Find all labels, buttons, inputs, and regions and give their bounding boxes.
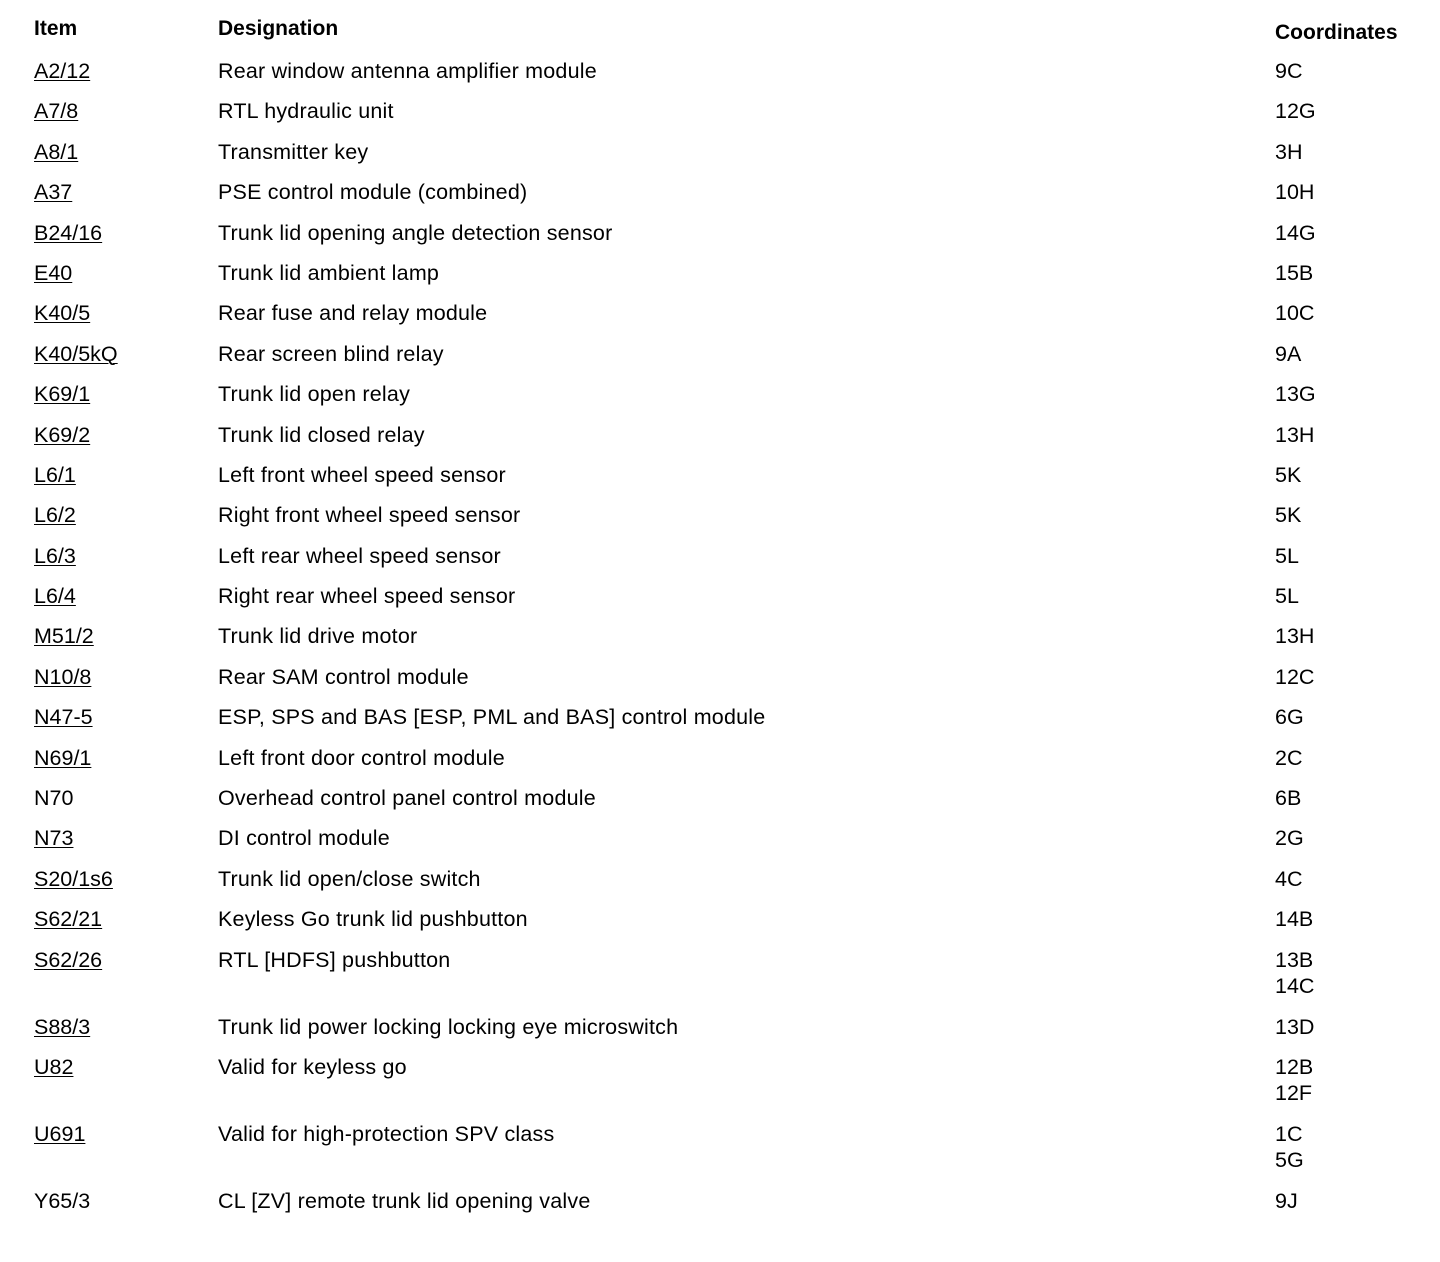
coordinate-value: 9C [1275, 59, 1303, 83]
coordinate-value: 14B [1275, 907, 1314, 932]
coordinate-value: 2C [1275, 745, 1303, 770]
coordinates-cell [1275, 1054, 1313, 1106]
table-row [34, 422, 1414, 462]
coordinate-value: 12C [1275, 664, 1315, 689]
coordinates-cell [1275, 785, 1301, 811]
coordinate-value: 5K [1275, 462, 1302, 487]
table-row [34, 745, 1414, 785]
table-row [34, 1054, 1414, 1121]
table-row [34, 502, 1414, 542]
designation-cell: PSE control module (combined) [218, 180, 528, 205]
coordinate-value: 13D [1275, 1014, 1315, 1039]
table-row [34, 1014, 1414, 1054]
header-item: Item [34, 17, 78, 40]
coordinate-value: 13B [1275, 947, 1314, 972]
coordinate-value: 6B [1275, 786, 1302, 811]
coordinate-value: 14G [1275, 220, 1316, 245]
coordinates-cell [1275, 704, 1304, 730]
item-link[interactable]: M51/2 [34, 624, 94, 649]
table-row [34, 381, 1414, 421]
coordinates-cell [1275, 1014, 1314, 1040]
designation-cell: Trunk lid ambient lamp [218, 260, 440, 285]
item-link[interactable]: U82 [34, 1054, 74, 1079]
coordinates-cell [1275, 341, 1301, 367]
designation-cell: Right front wheel speed sensor [218, 503, 521, 528]
designation-cell: RTL [HDFS] pushbutton [218, 947, 451, 972]
coordinates-cell [1275, 664, 1314, 690]
table-row [34, 825, 1414, 865]
table-row [34, 260, 1414, 300]
coordinates-cell [1275, 825, 1304, 851]
table-row [34, 300, 1414, 340]
designation-cell: Left rear wheel speed sensor [218, 543, 501, 568]
designation-cell: Rear fuse and relay module [218, 301, 488, 326]
item-code: Y65/3 [34, 1188, 91, 1213]
item-link[interactable]: A2/12 [34, 59, 91, 83]
coordinate-value: 12F [1275, 1080, 1313, 1105]
coordinate-value: 14C [1275, 973, 1315, 998]
item-link[interactable]: K40/5kQ [34, 341, 118, 366]
coordinates-cell [1275, 1188, 1298, 1214]
table-row [34, 704, 1414, 744]
header-designation: Designation [218, 17, 339, 40]
item-link[interactable]: N73 [34, 826, 74, 851]
designation-cell: Trunk lid opening angle detection sensor [218, 220, 613, 245]
table-row [34, 462, 1414, 502]
item-link[interactable]: A8/1 [34, 139, 79, 164]
coordinate-value: 10C [1275, 301, 1315, 326]
coordinates-cell [1275, 1121, 1304, 1173]
table-header [34, 17, 1414, 58]
item-link[interactable]: A7/8 [34, 99, 79, 124]
item-link[interactable]: L6/3 [34, 543, 76, 568]
item-link[interactable]: U691 [34, 1121, 86, 1146]
coordinate-value: 3H [1275, 139, 1303, 164]
coordinates-cell [1275, 462, 1301, 488]
table-row [34, 58, 1414, 98]
coordinate-value: 2G [1275, 826, 1304, 851]
item-link[interactable]: S62/21 [34, 907, 103, 932]
coordinates-cell [1275, 58, 1302, 84]
coordinates-cell [1275, 906, 1313, 932]
designation-cell: Trunk lid open/close switch [218, 866, 481, 891]
item-link[interactable]: L6/4 [34, 584, 76, 609]
item-link[interactable]: B24/16 [34, 220, 103, 245]
item-link[interactable]: K69/1 [34, 382, 91, 407]
designation-cell: Left front wheel speed sensor [218, 462, 506, 487]
coordinate-value: 9J [1275, 1188, 1298, 1213]
header-coordinates: Coordinates [1275, 21, 1398, 44]
table-row [34, 139, 1414, 179]
designation-cell: DI control module [218, 826, 390, 851]
item-link[interactable]: S20/1s6 [34, 866, 113, 891]
table-row [34, 179, 1414, 219]
table-row [34, 543, 1414, 583]
designation-cell: Valid for high-protection SPV class [218, 1121, 555, 1146]
designation-cell: ESP, SPS and BAS [ESP, PML and BAS] control module [218, 705, 766, 730]
table-row [34, 664, 1414, 704]
coordinates-cell [1275, 623, 1314, 649]
item-link[interactable]: N47-5 [34, 705, 93, 730]
designation-cell: Left front door control module [218, 745, 505, 770]
item-link[interactable]: N10/8 [34, 664, 92, 689]
table-row [34, 623, 1414, 663]
coordinates-cell [1275, 866, 1302, 892]
coordinates-cell [1275, 300, 1314, 326]
item-link[interactable]: K40/5 [34, 301, 91, 326]
coordinate-value: 4C [1275, 866, 1303, 891]
table-row [34, 220, 1414, 260]
designation-cell: Right rear wheel speed sensor [218, 584, 516, 609]
coordinates-cell [1275, 179, 1314, 205]
coordinate-value: 5L [1275, 543, 1299, 568]
designation-cell: RTL hydraulic unit [218, 99, 394, 124]
coordinate-value: 5K [1275, 503, 1302, 528]
component-legend-table [34, 17, 1414, 1228]
designation-cell: Valid for keyless go [218, 1054, 407, 1079]
designation-cell: Trunk lid open relay [218, 382, 411, 407]
designation-cell: Rear window antenna amplifier module [218, 59, 597, 83]
item-link[interactable]: A37 [34, 180, 73, 205]
table-body [34, 58, 1414, 1228]
designation-cell: Rear SAM control module [218, 664, 469, 689]
designation-cell: Trunk lid power locking locking eye microswitch [218, 1014, 679, 1039]
designation-cell: Transmitter key [218, 139, 369, 164]
designation-cell: Rear screen blind relay [218, 341, 444, 366]
coordinate-value: 5L [1275, 584, 1299, 609]
coordinate-value: 13G [1275, 382, 1316, 407]
coordinate-value: 12G [1275, 99, 1316, 124]
coordinate-value: 12B [1275, 1054, 1314, 1079]
coordinate-value: 5G [1275, 1147, 1304, 1172]
item-code: N70 [34, 786, 74, 811]
coordinates-cell [1275, 543, 1299, 569]
coordinate-value: 15B [1275, 260, 1314, 285]
coordinates-cell [1275, 381, 1316, 407]
table-row [34, 906, 1414, 946]
coordinates-cell [1275, 745, 1302, 771]
table-row [34, 98, 1414, 138]
coordinate-value: 1C [1275, 1121, 1303, 1146]
table-row [34, 341, 1414, 381]
designation-cell: Trunk lid closed relay [218, 422, 425, 447]
designation-cell: Trunk lid drive motor [218, 624, 418, 649]
coordinate-value: 13H [1275, 624, 1315, 649]
table-row [34, 785, 1414, 825]
table-row [34, 1188, 1414, 1228]
coordinate-value: 13H [1275, 422, 1315, 447]
coordinate-value: 9A [1275, 341, 1302, 366]
coordinate-value: 6G [1275, 705, 1304, 730]
coordinates-cell [1275, 220, 1316, 246]
item-link[interactable]: L6/1 [34, 462, 76, 487]
coordinates-cell [1275, 583, 1299, 609]
item-link[interactable]: K69/2 [34, 422, 91, 447]
coordinates-cell [1275, 502, 1301, 528]
table-row [34, 1121, 1414, 1188]
coordinates-cell [1275, 139, 1302, 165]
item-link[interactable]: S88/3 [34, 1014, 91, 1039]
item-link[interactable]: L6/2 [34, 503, 76, 528]
coordinates-cell [1275, 422, 1314, 448]
item-link[interactable]: E40 [34, 260, 73, 285]
table-row [34, 947, 1414, 1014]
coordinate-value: 10H [1275, 180, 1315, 205]
item-link[interactable]: S62/26 [34, 947, 103, 972]
table-row [34, 866, 1414, 906]
designation-cell: Overhead control panel control module [218, 786, 596, 811]
coordinates-cell [1275, 260, 1313, 286]
designation-cell: Keyless Go trunk lid pushbutton [218, 907, 528, 932]
item-link[interactable]: N69/1 [34, 745, 92, 770]
coordinates-cell [1275, 98, 1316, 124]
table-row [34, 583, 1414, 623]
designation-cell: CL [ZV] remote trunk lid opening valve [218, 1188, 591, 1213]
coordinates-cell [1275, 947, 1314, 999]
